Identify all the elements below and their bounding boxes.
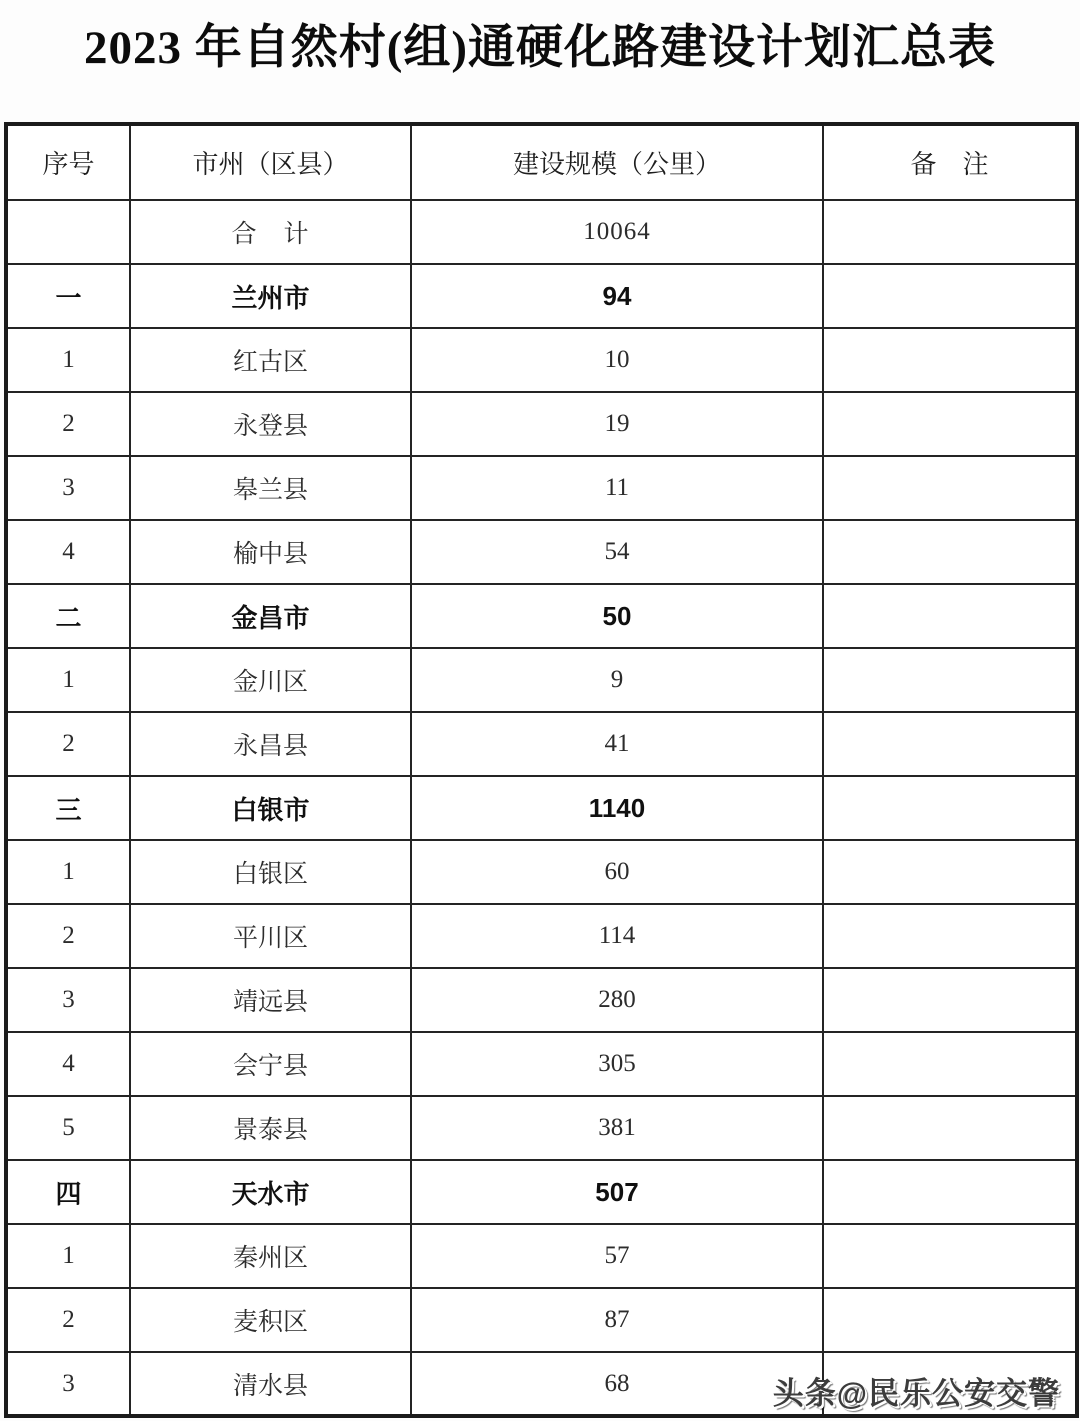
table-row (6, 456, 1077, 520)
column-header-serial: 序号 (6, 124, 130, 200)
table-row (6, 648, 1077, 712)
region-cell: 皋兰县 (130, 456, 411, 520)
serial-cell: 1 (6, 328, 130, 392)
note-cell (823, 328, 1077, 392)
note-cell (823, 520, 1077, 584)
serial-cell: 2 (6, 904, 130, 968)
note-cell (823, 840, 1077, 904)
region-cell: 红古区 (130, 328, 411, 392)
table-row (6, 200, 1077, 264)
region-cell: 永昌县 (130, 712, 411, 776)
note-cell (823, 1032, 1077, 1096)
table-row (6, 904, 1077, 968)
table-row (6, 328, 1077, 392)
serial-cell: 4 (6, 1032, 130, 1096)
note-cell (823, 968, 1077, 1032)
region-cell: 兰州市 (130, 264, 411, 328)
region-cell: 合 计 (130, 200, 411, 264)
table-header (6, 124, 1077, 200)
table-body (6, 200, 1077, 1416)
region-cell: 白银区 (130, 840, 411, 904)
note-cell (823, 1224, 1077, 1288)
table-row (6, 392, 1077, 456)
serial-cell: 2 (6, 1288, 130, 1352)
scale-cell: 507 (411, 1160, 823, 1224)
serial-cell: 3 (6, 456, 130, 520)
scale-cell: 10064 (411, 200, 823, 264)
serial-cell (6, 200, 130, 264)
table-row (6, 1288, 1077, 1352)
column-header-note: 备 注 (823, 124, 1077, 200)
scale-cell: 1140 (411, 776, 823, 840)
note-cell (823, 392, 1077, 456)
serial-cell: 一 (6, 264, 130, 328)
serial-cell: 三 (6, 776, 130, 840)
column-header-region: 市州（区县） (130, 124, 411, 200)
note-cell (823, 648, 1077, 712)
serial-cell: 1 (6, 1224, 130, 1288)
scale-cell: 50 (411, 584, 823, 648)
toutiao-watermark: 头条@民乐公安交警 (772, 1376, 1060, 1411)
table-row (6, 968, 1077, 1032)
scale-cell: 57 (411, 1224, 823, 1288)
serial-cell: 二 (6, 584, 130, 648)
scale-cell: 10 (411, 328, 823, 392)
region-cell: 金川区 (130, 648, 411, 712)
scale-cell: 381 (411, 1096, 823, 1160)
table-row (6, 712, 1077, 776)
table-row (6, 584, 1077, 648)
region-cell: 麦积区 (130, 1288, 411, 1352)
region-cell: 金昌市 (130, 584, 411, 648)
region-cell: 平川区 (130, 904, 411, 968)
serial-cell: 3 (6, 968, 130, 1032)
scale-cell: 19 (411, 392, 823, 456)
table-row (6, 264, 1077, 328)
scale-cell: 54 (411, 520, 823, 584)
note-cell (823, 904, 1077, 968)
note-cell (823, 1288, 1077, 1352)
scale-cell: 60 (411, 840, 823, 904)
scale-cell: 305 (411, 1032, 823, 1096)
note-cell (823, 1096, 1077, 1160)
serial-cell: 四 (6, 1160, 130, 1224)
region-cell: 天水市 (130, 1160, 411, 1224)
note-cell (823, 1160, 1077, 1224)
note-cell (823, 456, 1077, 520)
region-cell: 清水县 (130, 1352, 411, 1416)
scale-cell: 68 (411, 1352, 823, 1416)
serial-cell: 4 (6, 520, 130, 584)
table-row (6, 520, 1077, 584)
summary-table (4, 122, 1079, 1418)
note-cell (823, 264, 1077, 328)
region-cell: 会宁县 (130, 1032, 411, 1096)
region-cell: 景泰县 (130, 1096, 411, 1160)
serial-cell: 2 (6, 392, 130, 456)
table-row (6, 1096, 1077, 1160)
scale-cell: 41 (411, 712, 823, 776)
scale-cell: 87 (411, 1288, 823, 1352)
header-row (6, 124, 1077, 200)
note-cell (823, 712, 1077, 776)
scale-cell: 114 (411, 904, 823, 968)
serial-cell: 1 (6, 840, 130, 904)
serial-cell: 5 (6, 1096, 130, 1160)
column-header-scale: 建设规模（公里） (411, 124, 823, 200)
region-cell: 秦州区 (130, 1224, 411, 1288)
note-cell (823, 200, 1077, 264)
region-cell: 白银市 (130, 776, 411, 840)
serial-cell: 2 (6, 712, 130, 776)
region-cell: 永登县 (130, 392, 411, 456)
document-title: 2023 年自然村(组)通硬化路建设计划汇总表 (83, 22, 997, 74)
serial-cell: 3 (6, 1352, 130, 1416)
table-row (6, 776, 1077, 840)
scale-cell: 94 (411, 264, 823, 328)
table-row (6, 840, 1077, 904)
note-cell (823, 776, 1077, 840)
note-cell (823, 584, 1077, 648)
region-cell: 榆中县 (130, 520, 411, 584)
region-cell: 靖远县 (130, 968, 411, 1032)
scale-cell: 9 (411, 648, 823, 712)
table-row (6, 1032, 1077, 1096)
serial-cell: 1 (6, 648, 130, 712)
table-row (6, 1160, 1077, 1224)
scale-cell: 11 (411, 456, 823, 520)
scale-cell: 280 (411, 968, 823, 1032)
table-row (6, 1224, 1077, 1288)
